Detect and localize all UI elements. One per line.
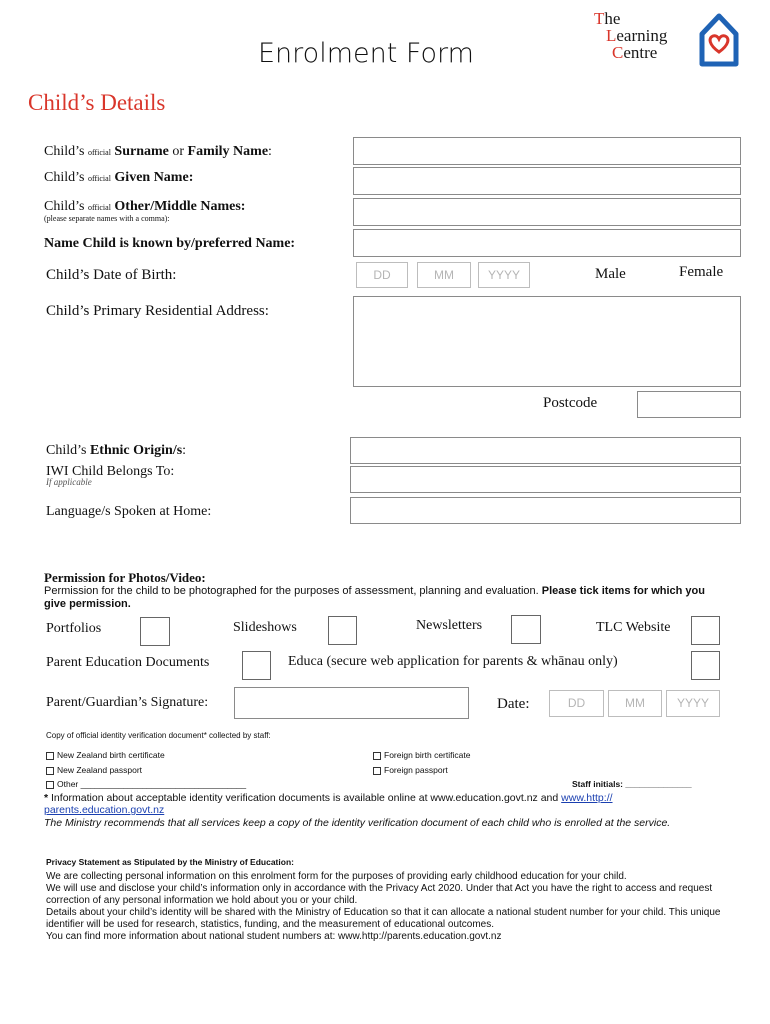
education-link[interactable]: www.http://: [561, 792, 613, 804]
label-bold: Given Name:: [114, 170, 194, 185]
option-label: New Zealand passport: [57, 765, 143, 775]
official-note: official: [87, 148, 111, 157]
official-note: official: [87, 174, 111, 183]
identity-heading: Copy of official identity verification document* collected by staff:: [46, 731, 271, 740]
dob-day-input[interactable]: DD: [356, 262, 408, 288]
parent-education-label: Parent Education Documents: [46, 655, 210, 670]
privacy-paragraph: We will use and disclose your child’s information only in accordance with the Privacy Act 2020. Under that Act you have the right to access and request correction of any personal information we hold about you or your child.: [46, 883, 713, 906]
other-names-note: (please separate names with a comma):: [44, 214, 170, 223]
privacy-paragraph: Details about your child’s identity will be shared with the Ministry of Education so that it can allocate a national student number for your child. This unique identifier will be used for research, statistics, funding, and the measurement of educational outcomes.: [46, 907, 721, 930]
label-text: Child’s: [44, 170, 85, 185]
signature-label: Parent/Guardian’s Signature:: [46, 695, 209, 710]
newsletters-checkbox[interactable]: [511, 615, 541, 644]
permission-instruction: Please tick items for which you give permission.: [44, 585, 705, 610]
permission-body: Permission for the child to be photographed for the purposes of assessment, planning and evaluation.: [44, 585, 539, 597]
educa-label: Educa (secure web application for parents & whānau only): [288, 654, 618, 669]
dob-year-input[interactable]: YYYY: [478, 262, 530, 288]
preferred-name-input[interactable]: [353, 229, 741, 257]
dob-month-input[interactable]: MM: [417, 262, 471, 288]
newsletters-label: Newsletters: [416, 618, 483, 633]
official-note: official: [87, 203, 111, 212]
section-title: Child’s Details: [28, 90, 166, 115]
label-bold: Family Name: [187, 144, 269, 159]
ethnic-origin-label: [46, 443, 186, 459]
logo-word: entre: [623, 43, 658, 62]
privacy-text: [46, 871, 726, 943]
tlc-website-checkbox[interactable]: [691, 616, 720, 645]
label-text: Child’s: [44, 199, 85, 214]
language-input[interactable]: [350, 497, 741, 524]
date-day-input[interactable]: DD: [549, 690, 604, 717]
tlc-website-label: TLC Website: [596, 620, 671, 635]
foreign-birth-option[interactable]: [373, 750, 470, 760]
checkbox-icon[interactable]: [373, 752, 381, 760]
other-option[interactable]: [46, 779, 246, 789]
date-month-input[interactable]: MM: [608, 690, 662, 717]
label-text: :: [268, 144, 272, 159]
iwi-label: IWI Child Belongs To:: [46, 464, 175, 479]
label-text: Child’s: [44, 144, 85, 159]
option-label: New Zealand birth certificate: [57, 750, 165, 760]
dob-label: Child’s Date of Birth:: [46, 267, 177, 283]
signature-input[interactable]: [234, 687, 469, 719]
checkbox-icon[interactable]: [46, 781, 54, 789]
foreign-passport-option[interactable]: [373, 765, 448, 775]
address-input[interactable]: [353, 296, 741, 387]
ethnic-origin-input[interactable]: [350, 437, 741, 464]
label-bold: Ethnic Origin/s: [89, 443, 183, 458]
language-label: Language/s Spoken at Home:: [46, 504, 212, 519]
option-label: Foreign birth certificate: [384, 750, 471, 760]
note-text: Information about acceptable identity verification documents is available online at www.education.govt.nz and: [51, 792, 559, 804]
note-star: *: [44, 792, 49, 804]
logo-letter: L: [606, 26, 617, 45]
educa-checkbox[interactable]: [691, 651, 720, 680]
logo-word: earning: [616, 26, 668, 45]
privacy-paragraph: We are collecting personal information on this enrolment form for the purposes of providing early childhood education for your child.: [46, 871, 627, 882]
address-label: Child’s Primary Residential Address:: [46, 303, 269, 319]
logo: [594, 10, 744, 70]
iwi-note: If applicable: [46, 477, 92, 487]
house-heart-icon: [696, 12, 742, 68]
logo-letter: T: [594, 9, 605, 28]
label-text: :: [182, 443, 187, 458]
surname-input[interactable]: [353, 137, 741, 165]
label-text: Child’s: [46, 443, 87, 458]
permission-text: [44, 585, 724, 611]
checkbox-icon[interactable]: [46, 752, 54, 760]
logo-text: [594, 10, 667, 61]
logo-letter: C: [612, 43, 624, 62]
iwi-input[interactable]: [350, 466, 741, 493]
portfolios-checkbox[interactable]: [140, 617, 170, 646]
slideshows-checkbox[interactable]: [328, 616, 357, 645]
given-name-label: [44, 170, 193, 186]
checkbox-icon[interactable]: [373, 767, 381, 775]
parents-education-link[interactable]: parents.education.govt.nz: [44, 804, 165, 816]
privacy-paragraph: You can find more information about national student numbers at: www.http://parents.education.govt.nz: [46, 931, 502, 942]
nz-passport-option[interactable]: [46, 765, 142, 775]
surname-label: [44, 144, 272, 160]
date-label: Date:: [497, 696, 530, 712]
permission-title: Permission for Photos/Video:: [44, 570, 206, 585]
portfolios-label: Portfolios: [46, 621, 102, 636]
staff-initials: Staff initials: ______________: [572, 779, 692, 789]
checkbox-icon[interactable]: [46, 767, 54, 775]
preferred-name-label: Name Child is known by/preferred Name:: [44, 236, 296, 251]
parent-education-checkbox[interactable]: [242, 651, 271, 680]
privacy-heading: Privacy Statement as Stipulated by the Ministry of Education:: [46, 857, 294, 867]
option-label: Foreign passport: [384, 765, 448, 775]
other-names-label: [44, 199, 245, 215]
identity-note: [44, 792, 724, 816]
postcode-input[interactable]: [637, 391, 741, 418]
given-name-input[interactable]: [353, 167, 741, 195]
label-bold: Surname: [114, 144, 169, 159]
label-text: or: [172, 144, 185, 159]
logo-word: he: [604, 9, 621, 28]
label-bold: Other/Middle Names:: [114, 199, 246, 214]
nz-birth-option[interactable]: [46, 750, 165, 760]
other-names-input[interactable]: [353, 198, 741, 226]
page-title: Enrolment Form: [258, 38, 474, 69]
female-option[interactable]: Female: [679, 264, 724, 280]
option-label: Other ___________________________________: [57, 779, 247, 789]
male-option[interactable]: Male: [595, 266, 626, 282]
ministry-note: The Ministry recommends that all services keep a copy of the identity verification document of each child who is enrolled at the service.: [44, 817, 671, 829]
date-year-input[interactable]: YYYY: [666, 690, 720, 717]
slideshows-label: Slideshows: [233, 620, 297, 635]
postcode-label: Postcode: [543, 395, 598, 411]
